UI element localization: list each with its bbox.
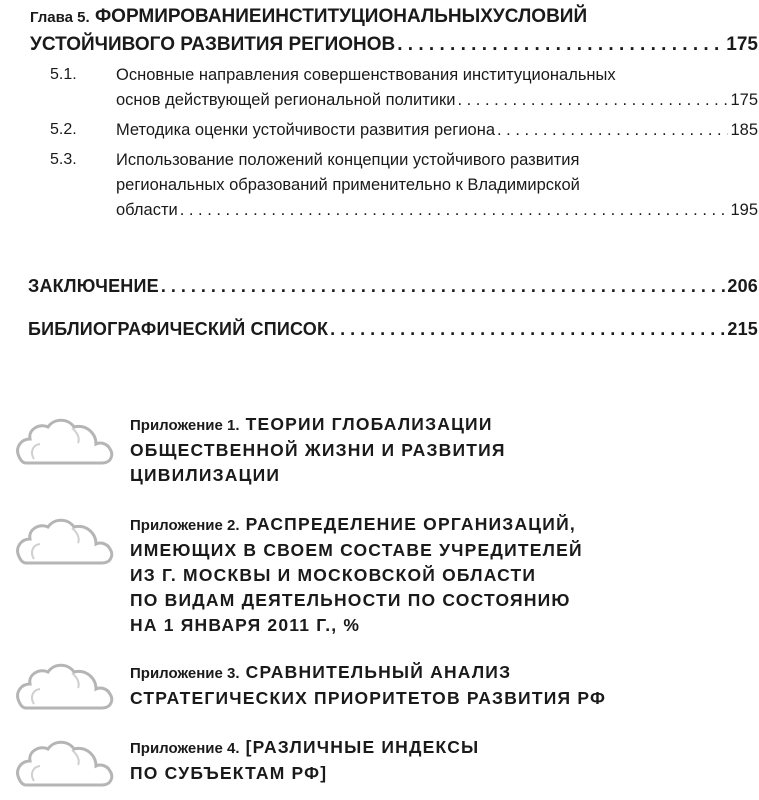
conclusion-page: 206 (727, 276, 758, 296)
dot-leader (397, 34, 724, 56)
bibliography-entry[interactable] (28, 319, 758, 340)
appendix-line: НА 1 ЯНВАРЯ 2011 Г., % (130, 615, 361, 635)
chapter-title-text1: ФОРМИРОВАНИЕИНСТИТУЦИОНАЛЬНЫХУСЛОВИЙ (94, 6, 588, 27)
cloud-icon (14, 515, 116, 567)
section-entry[interactable] (116, 91, 758, 110)
dot-leader (161, 276, 726, 297)
appendix-line: ИЗ Г. МОСКВЫ И МОСКОВСКОЙ ОБЛАСТИ (130, 565, 537, 585)
section-text-line: Основные направления совершенствования институциональных (116, 66, 616, 84)
chapter-entry[interactable] (30, 34, 758, 56)
section-page: 175 (730, 91, 758, 109)
dot-leader (457, 91, 728, 110)
section-text-line: основ действующей региональной политики (116, 91, 456, 109)
appendix-line: ПО ВИДАМ ДЕЯТЕЛЬНОСТИ ПО СОСТОЯНИЮ (130, 590, 571, 610)
appendix-line: ИМЕЮЩИХ В СВОЕМ СОСТАВЕ УЧРЕДИТЕЛЕЙ (130, 540, 583, 560)
cloud-icon (14, 660, 116, 712)
section-page: 185 (730, 121, 758, 139)
chapter-title-line1 (30, 6, 587, 28)
chapter-page: 175 (726, 34, 758, 55)
section-text-line: области (116, 201, 178, 219)
section-text-line: Использование положений концепции устойчивого развития (116, 151, 580, 169)
appendix-label: Приложение 3. (130, 665, 240, 682)
section-text-line: Методика оценки устойчивости развития региона (116, 121, 496, 139)
appendix-line: ЦИВИЛИЗАЦИИ (130, 465, 281, 485)
appendix-line: Приложение 3. СРАВНИТЕЛЬНЫЙ АНАЛИЗ (130, 662, 512, 682)
appendix-label: Приложение 2. (130, 517, 240, 534)
cloud-icon (14, 737, 116, 789)
dot-leader (497, 121, 728, 140)
appendix-line: ПО СУБЪЕКТАМ РФ] (130, 763, 328, 783)
appendix-line: Приложение 2. РАСПРЕДЕЛЕНИЕ ОРГАНИЗАЦИЙ, (130, 514, 576, 534)
bibliography-page: 215 (727, 319, 758, 339)
appendix-label: Приложение 1. (130, 417, 240, 434)
appendix-line: Приложение 4. [РАЗЛИЧНЫЕ ИНДЕКСЫ (130, 737, 480, 757)
appendix-label: Приложение 4. (130, 740, 240, 757)
section-number: 5.1. (50, 66, 77, 83)
dot-leader (180, 201, 729, 220)
section-number: 5.2. (50, 121, 77, 138)
dot-leader (330, 319, 725, 340)
section-page: 195 (730, 201, 758, 219)
chapter-title-text2: УСТОЙЧИВОГО РАЗВИТИЯ РЕГИОНОВ (30, 34, 396, 55)
conclusion-entry[interactable] (28, 276, 758, 297)
section-number: 5.3. (50, 151, 77, 168)
bibliography-title: БИБЛИОГРАФИЧЕСКИЙ СПИСОК (28, 319, 329, 339)
chapter-label: Глава 5. (30, 9, 90, 26)
appendix-line: ОБЩЕСТВЕННОЙ ЖИЗНИ И РАЗВИТИЯ (130, 440, 506, 460)
conclusion-title: ЗАКЛЮЧЕНИЕ (28, 276, 159, 296)
section-text-line: региональных образований применительно к Владимирской (116, 176, 580, 194)
cloud-icon (14, 415, 116, 467)
section-entry[interactable] (116, 201, 758, 220)
section-entry[interactable] (116, 121, 758, 140)
appendix-line: Приложение 1. ТЕОРИИ ГЛОБАЛИЗАЦИИ (130, 414, 493, 434)
appendix-line: СТРАТЕГИЧЕСКИХ ПРИОРИТЕТОВ РАЗВИТИЯ РФ (130, 688, 607, 708)
